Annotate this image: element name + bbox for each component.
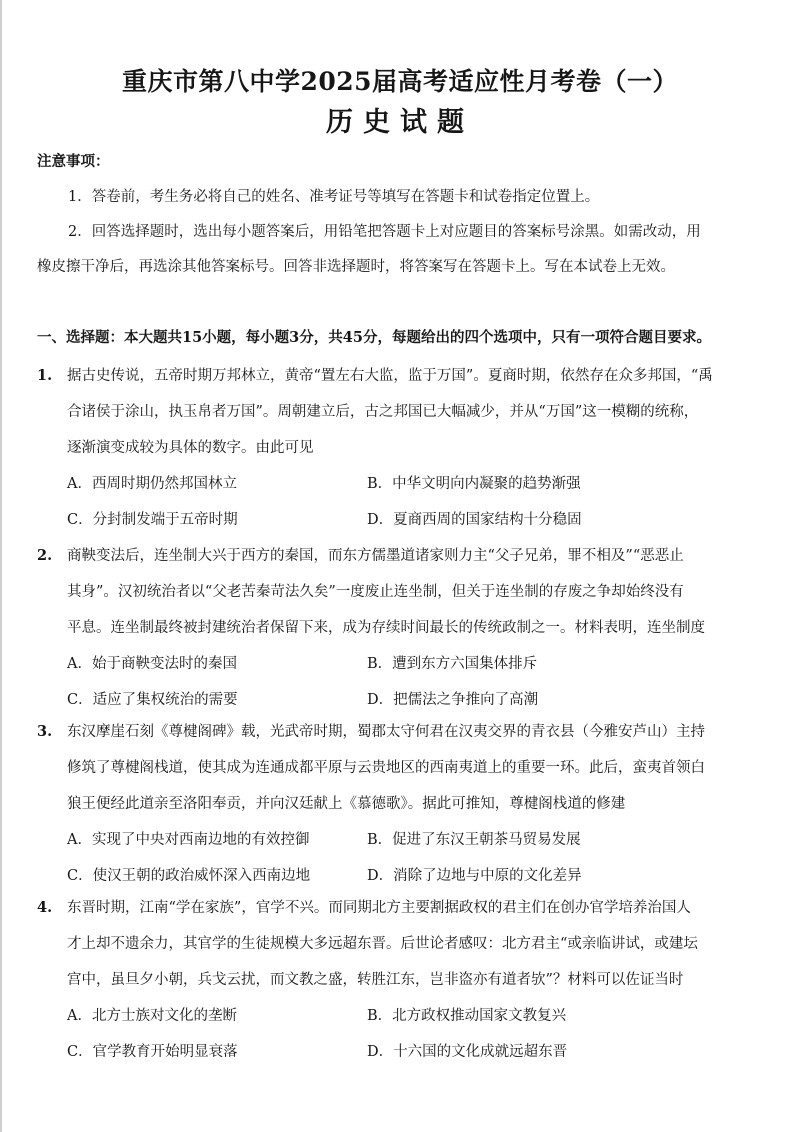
option-c: C．适应了集权统治的需要 xyxy=(67,692,238,708)
question-text-line: 逐渐演变成较为具体的数字。由此可见 xyxy=(67,440,314,456)
question-text-line: 才上却不遗余力，其官学的生徒规模大多远超东晋。后世论者感叹：北方君主“或亲临讲试，或建坛 xyxy=(67,936,698,952)
option-a: A．实现了中央对西南边地的有效控御 xyxy=(67,832,310,848)
question-text-line: 商鞅变法后，连坐制大兴于西方的秦国，而东方儒墨道诸家则力主“父子兄弟，罪不相及”“恶恶止 xyxy=(67,548,684,564)
question-text-line: 宫中，虽旦夕小朝，兵戈云扰，而文教之盛，转胜江东，岂非盗亦有道者欤”？材料可以佐证当时 xyxy=(67,972,684,988)
question-text-line: 修筑了尊楗阁栈道，使其成为连通成都平原与云贵地区的西南夷道上的重要一环。此后，蛮夷首领白 xyxy=(67,760,705,776)
option-a: A．北方士族对文化的垄断 xyxy=(67,1008,237,1024)
question-text-line: 其身”。汉初统治者以“父老苦秦苛法久矣”一度废止连坐制，但关于连坐制的存废之争却始终没有 xyxy=(67,584,684,600)
notice-line-3: 橡皮擦干净后，再选涂其他答案标号。回答非选择题时，将答案写在答题卡上。写在本试卷上无效。 xyxy=(37,259,675,275)
question-text-line: 平息。连坐制最终被封建统治者保留下来，成为存续时间最长的传统政制之一。材料表明，连坐制度 xyxy=(67,620,705,636)
option-b: B．中华文明向内凝聚的趋势渐强 xyxy=(367,476,581,492)
option-d: D．夏商西周的国家结构十分稳固 xyxy=(367,512,582,528)
question-text-line: 东汉摩崖石刻《尊楗阁碑》载，光武帝时期，蜀郡太守何君在汉夷交界的青衣县（今雅安芦山）主持 xyxy=(67,724,705,740)
subject-title: 历史试题 xyxy=(326,107,474,138)
option-a: A．西周时期仍然邦国林立 xyxy=(67,476,237,492)
option-a: A．始于商鞅变法时的秦国 xyxy=(67,656,237,672)
exam-title: 重庆市第八中学2025届高考适应性月考卷（一） xyxy=(121,67,679,96)
notice-line-2: 2．回答选择题时，选出每小题答案后，用铅笔把答题卡上对应题目的答案标号涂黑。如需改动，用 xyxy=(68,224,701,240)
option-c: C．官学教育开始明显衰落 xyxy=(67,1044,238,1060)
question-number: 4. xyxy=(37,899,53,916)
question-text-line: 据古史传说，五帝时期万邦林立，黄帝“置左右大监，监于万国”。夏商时期，依然存在众多邦国，“禹 xyxy=(67,368,713,384)
option-d: D．十六国的文化成就远超东晋 xyxy=(367,1044,568,1060)
question-text-line: 东晋时期，江南“学在家族”，官学不兴。而同期北方主要割据政权的君主们在创办官学培养治国人 xyxy=(67,900,691,916)
question-text-line: 狼王便经此道亲至洛阳奉贡，并向汉廷献上《慕德歌》。据此可推知，尊楗阁栈道的修建 xyxy=(67,796,626,812)
option-c: C．分封制发端于五帝时期 xyxy=(67,512,238,528)
option-b: B．遭到东方六国集体排斥 xyxy=(367,656,538,672)
page-edge xyxy=(0,0,2,1132)
question-number: 2. xyxy=(37,547,53,564)
option-b: B．北方政权推动国家文教复兴 xyxy=(367,1008,567,1024)
question-number: 1. xyxy=(37,367,53,384)
option-d: D．消除了边地与中原的文化差异 xyxy=(367,868,582,884)
question-text-line: 合诸侯于涂山，执玉帛者万国”。周朝建立后，古之邦国已大幅减少，并从“万国”这一模糊的统称， xyxy=(67,404,699,420)
section-heading: 一、选择题：本大题共15小题，每小题3分，共45分，每题给出的四个选项中，只有一项符合题目要求。 xyxy=(37,329,711,346)
notice-heading: 注意事项： xyxy=(37,153,110,170)
notice-line-1: 1．答卷前，考生务必将自己的姓名、准考证号等填写在答题卡和试卷指定位置上。 xyxy=(68,189,600,205)
option-d: D．把儒法之争推向了高潮 xyxy=(367,692,539,708)
option-c: C．使汉王朝的政治威怀深入西南边地 xyxy=(67,868,311,884)
question-number: 3. xyxy=(37,723,53,740)
option-b: B．促进了东汉王朝茶马贸易发展 xyxy=(367,832,581,848)
